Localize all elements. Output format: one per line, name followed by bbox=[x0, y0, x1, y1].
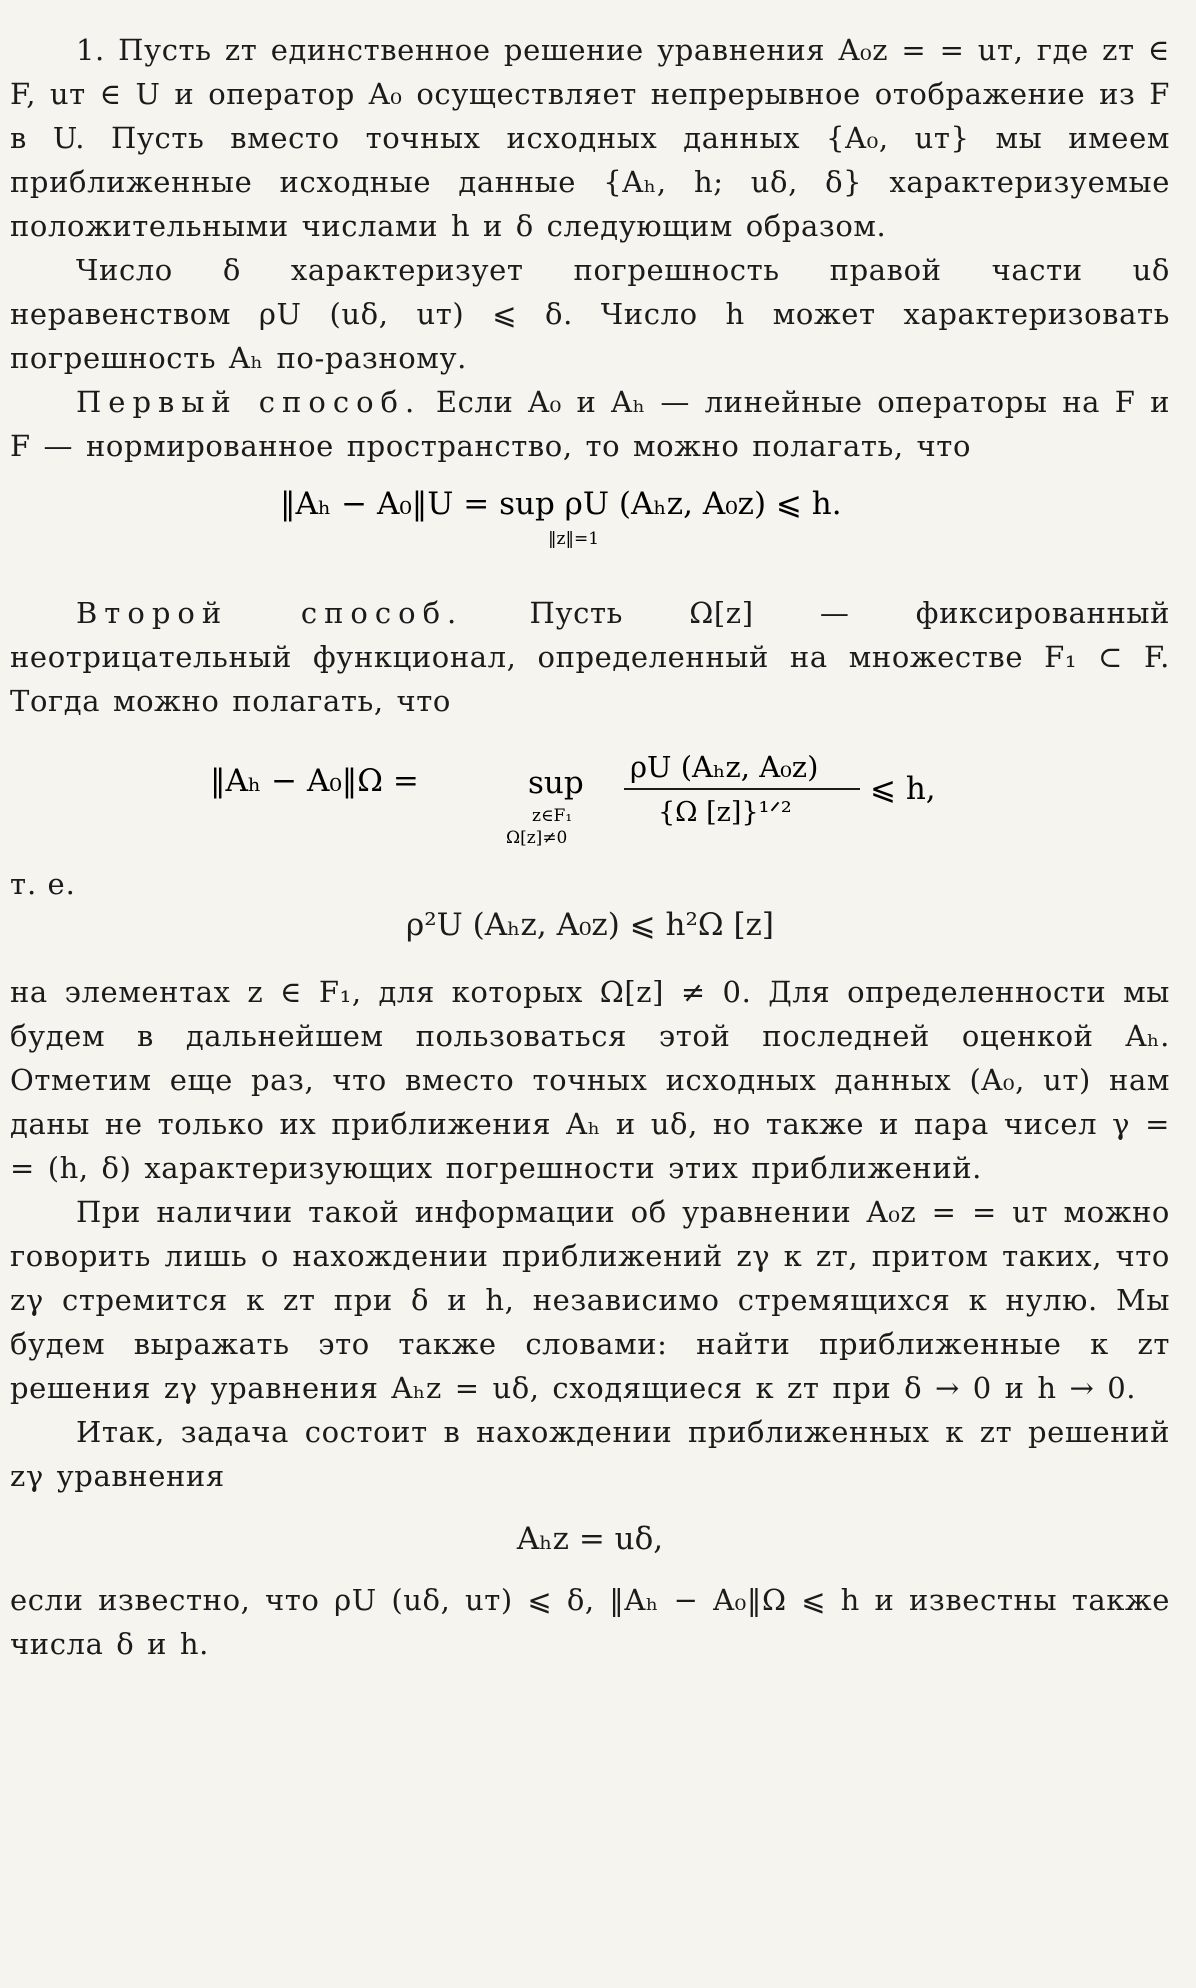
formula-1-subscript: ‖z‖=1 bbox=[548, 529, 600, 549]
paragraph-6: При наличии такой информации об уравнении A₀z = = uт можно говорить лишь о нахождении приближений zγ к zт, притом таких, что zγ стремится к zт при δ и h, независимо стремящихся к нулю. Мы будем выражать это также словами: найти приближенные к zт решения zγ уравнения Aₕz = uδ, сходящиеся к zт при δ → 0 и h → 0. bbox=[10, 1195, 1170, 1405]
formula-squared-bound: ρ²U (Aₕz, A₀z) ⩽ h²Ω [z] bbox=[406, 907, 774, 943]
first-method-heading: Первый способ. bbox=[76, 385, 422, 419]
first-method-text: Если A₀ и Aₕ — линейные операторы на F и F — нормированное пространство, то можно полагать, что bbox=[10, 385, 1170, 463]
paragraph-1: 1. Пусть zт единственное решение уравнения A₀z = = uт, где zт ∈ F, uт ∈ U и оператор A₀ осуществляет непрерывное отображение из F в U. Пусть вместо точных исходных данных {A₀, uт} мы имеем приближенные исходные данные {Aₕ, h; uδ, δ} характеризуемые положительными числами h и δ следующим образом. bbox=[10, 33, 1170, 243]
formula-2-numerator: ρU (Aₕz, A₀z) bbox=[630, 750, 819, 784]
formula-2-svg bbox=[210, 741, 970, 851]
second-method-heading: Второй способ. bbox=[76, 596, 464, 630]
formula-2-sub-2: Ω[z]≠0 bbox=[506, 828, 568, 848]
formula-operator-norm bbox=[10, 480, 1170, 563]
formula-omega-norm bbox=[10, 741, 1170, 864]
paragraph-7: Итак, задача состоит в нахождении приближенных к zт решений zγ уравнения bbox=[10, 1415, 1170, 1493]
paragraph-5: на элементах z ∈ F₁, для которых Ω[z] ≠ 0. Для определенности мы будем в дальнейшем пользоваться этой последней оценкой Aₕ. Отметим еще раз, что вместо точных исходных данных (A₀, uт) нам даны не только их приближения Aₕ и uδ, но также и пара чисел γ = = (h, δ) характеризующих погрешности этих приближений. bbox=[10, 975, 1170, 1185]
formula-2-denominator: {Ω [z]}¹ᐟ² bbox=[658, 797, 792, 828]
formula-2-lhs: ‖Aₕ − A₀‖Ω = bbox=[210, 763, 419, 799]
formula-equation: Aₕz = uδ, bbox=[516, 1521, 664, 1557]
paragraph-8: если известно, что ρU (uδ, uт) ⩽ δ, ‖Aₕ − A₀‖Ω ⩽ h и известны также числа δ и h. bbox=[10, 1583, 1170, 1661]
formula-2-rhs: ⩽ h, bbox=[870, 771, 936, 807]
paragraph-2: Число δ характеризует погрешность правой части uδ неравенством ρU (uδ, uт) ⩽ δ. Число h может характеризовать погрешность Aₕ по-разному. bbox=[10, 253, 1170, 375]
formula-1-svg bbox=[280, 480, 900, 550]
paragraph-3 bbox=[10, 380, 1170, 468]
paragraph-4 bbox=[10, 591, 1170, 723]
second-method-text: Пусть Ω[z] — фиксированный неотрицательный функционал, определенный на множестве F₁ ⊂ F. Тогда можно полагать, что bbox=[10, 596, 1170, 718]
formula-2-sub-1: z∈F₁ bbox=[532, 806, 573, 826]
formula-1-text: ‖Aₕ − A₀‖U = sup ρU (Aₕz, A₀z) ⩽ h. bbox=[280, 486, 842, 522]
that-is-text: т. е. bbox=[10, 867, 76, 901]
formula-2-sup: sup bbox=[528, 765, 584, 801]
